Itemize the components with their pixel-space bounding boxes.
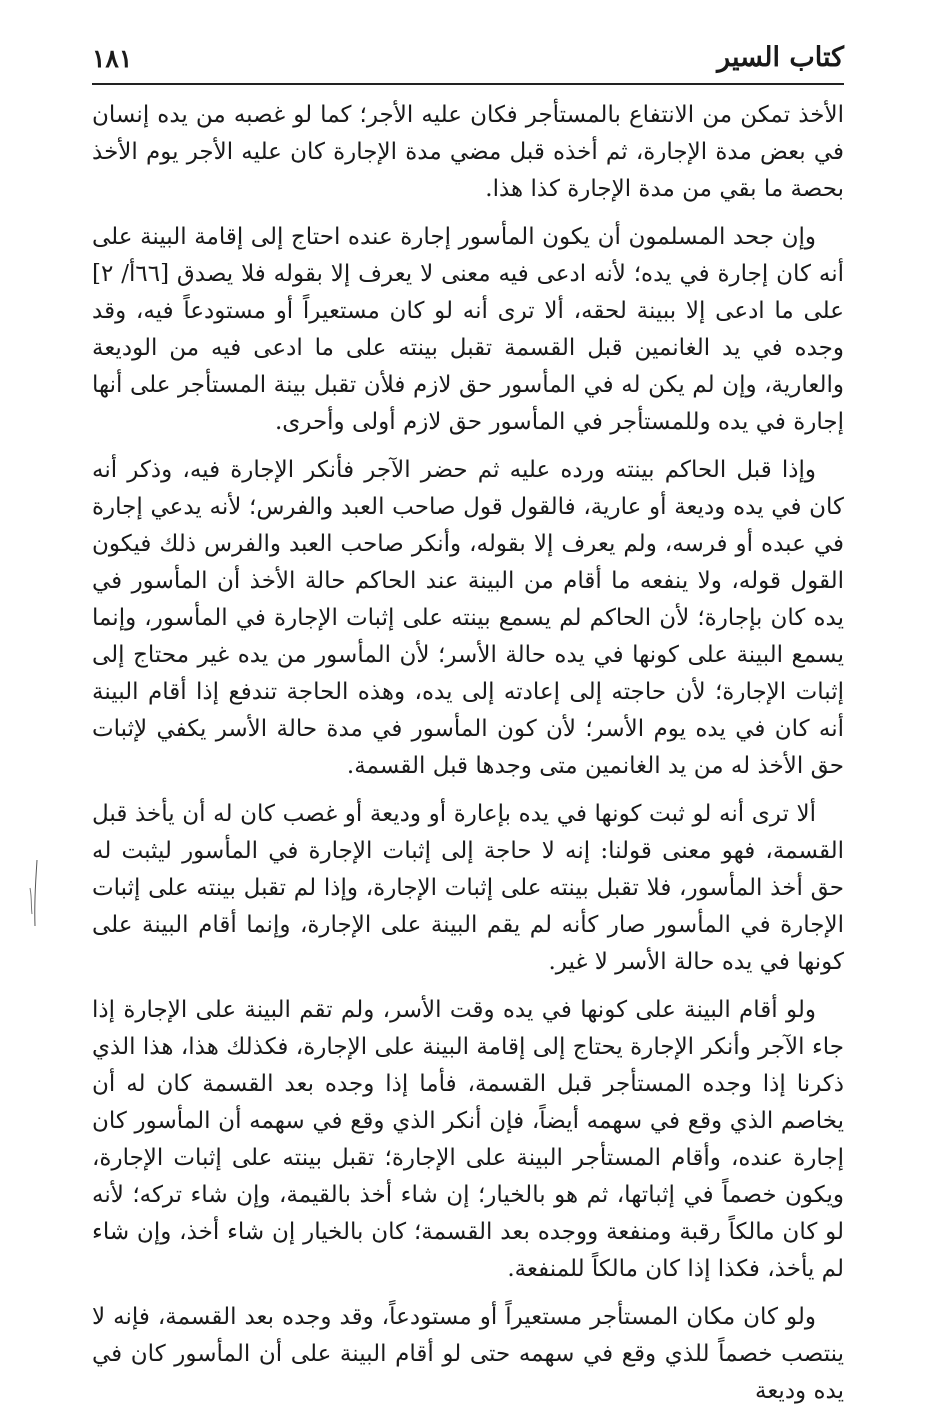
header-divider — [92, 83, 844, 85]
running-header — [92, 40, 844, 80]
paragraph: ولو أقام البينة على كونها في يده وقت الأسر، ولم تقم البينة على الإجارة إذا جاء الآجر وأنكر الإجارة يحتاج إلى إقامة البينة على الإجارة، فكذلك هذا، هذا الذي ذكرنا إذا وجده المستأجر قبل القسمة، فأما إذا وجده بعد القسمة كان له أن يخاصم الذي وقع في سهمه أيضاً، فإن أنكر الذي وقع في سهمه أن المأسور كان إجارة عنده، وأقام المستأجر البينة على الإجارة؛ تقبل بينته على إثبات الإجارة، ويكون خصماً في إثباتها، ثم هو بالخيار؛ إن شاء أخذ بالقيمة، وإن شاء تركه؛ لأنه لو كان مالكاً رقبة ومنفعة ووجده بعد القسمة؛ كان بالخيار إن شاء أخذ، وإن شاء لم يأخذ، فكذا إذا كان مالكاً للمنفعة. — [92, 997, 844, 1282]
body-text — [92, 97, 844, 1421]
paragraph: ولو كان مكان المستأجر مستعيراً أو مستودعاً، وقد وجده بعد القسمة، فإنه لا ينتصب خصماً للذي وقع في سهمه حتى لو أقام البينة على أن المأسور كان في يده وديعة — [92, 1304, 844, 1404]
book-title: كتاب السير — [717, 42, 844, 73]
paragraph: وإن جحد المسلمون أن يكون المأسور إجارة عنده احتاج إلى إقامة البينة على أنه كان إجارة في يده؛ لأنه ادعى فيه معنى لا يعرف إلا بقوله فلا يصدق [٦٦أ/ ٢] على ما ادعى إلا ببينة لحقه، ألا ترى أنه لو كان مستعيراً أو مستودعاً فيه، وقد وجده في يد الغانمين قبل القسمة تقبل بينته على ما ادعى فيه من الوديعة والعارية، وإن لم يكن له في المأسور حق لازم فلأن تقبل بينة المستأجر على أنها إجارة في يده وللمستأجر في المأسور حق لازم أولى وأحرى. — [92, 224, 844, 435]
paragraph: وإذا قبل الحاكم بينته ورده عليه ثم حضر الآجر فأنكر الإجارة فيه، وذكر أنه كان في يده وديعة أو عارية، فالقول قول صاحب العبد والفرس؛ لأنه يدعي إجارة في عبده أو فرسه، ولم يعرف إلا بقوله، وأنكر صاحب العبد والفرس ذلك فيكون القول قوله، ولا ينفعه ما أقام من البينة عند الحاكم حالة الأخذ أن المأسور في يده كان بإجارة؛ لأن الحاكم لم يسمع بينته على إثبات الإجارة في المأسور، وإنما يسمع البينة على كونها في يده حالة الأسر؛ لأن المأسور من يده غير محتاج إلى إثبات الإجارة؛ لأن حاجته إلى إعادته إلى يده، وهذه الحاجة تندفع إذا أقام البينة أنه كان في يده يوم الأسر؛ لأن كون المأسور في مدة حالة الأسر يكفي لإثبات حق الأخذ له من يد الغانمين متى وجدها قبل القسمة. — [92, 457, 844, 779]
margin-pencil-mark — [28, 858, 42, 928]
paragraph: ألا ترى أنه لو ثبت كونها في يده بإعارة أو وديعة أو غصب كان له أن يأخذ قبل القسمة، فهو معنى قولنا: إنه لا حاجة إلى إثبات الإجارة في المأسور ليثبت له حق أخذ المأسور، فلا تقبل بينته على إثبات الإجارة، وإذا لم تقبل بينته على إثبات الإجارة في المأسور صار كأنه لم يقم البينة على الإجارة، وإنما أقام البينة على كونها في يده حالة الأسر لا غير. — [92, 801, 844, 975]
paragraph: الأخذ تمكن من الانتفاع بالمستأجر فكان عليه الأجر؛ كما لو غصبه من يده إنسان في بعض مدة الإجارة، ثم أخذه قبل مضي مدة الإجارة كان عليه الأجر يوم الأخذ بحصة ما بقي من مدة الإجارة كذا هذا. — [92, 102, 844, 202]
page-number: ١٨١ — [92, 44, 133, 73]
